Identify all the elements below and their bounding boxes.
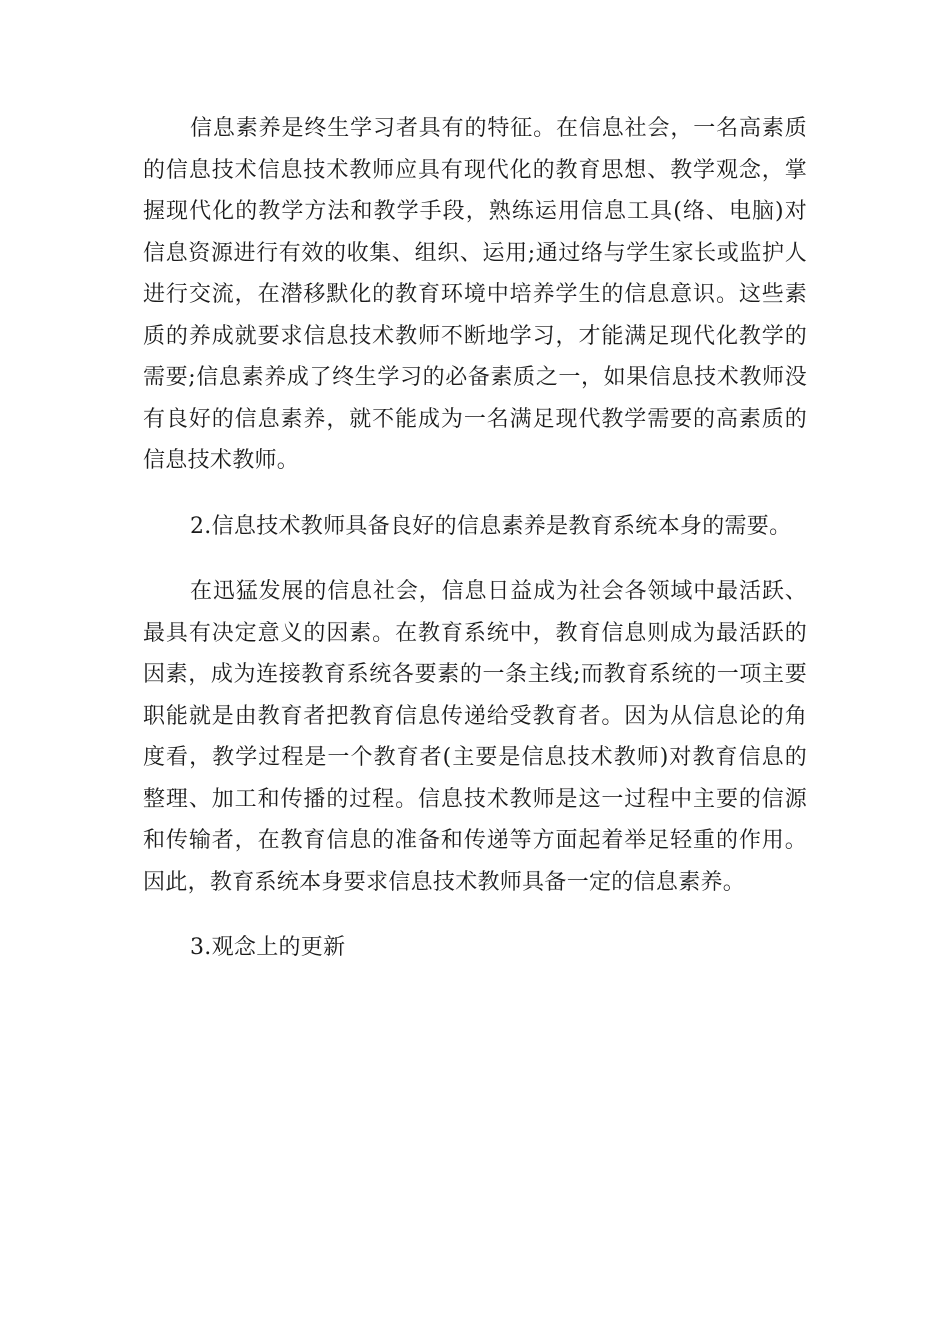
paragraph-information-literacy: 信息素养是终生学习者具有的特征。在信息社会，一名高素质的信息技术信息技术教师应具有现代化的教育思想、教学观念，掌握现代化的教学方法和教学手段，熟练运用信息工具(络、电脑)对信息资源进行有效的收集、组织、运用;通过络与学生家长或监护人进行交流，在潜移默化的教育环境中培养学生的信息意识。这些素质的养成就要求信息技术教师不断地学习，才能满足现代化教学的需要;信息素养成了终生学习的必备素质之一，如果信息技术教师没有良好的信息素养，就不能成为一名满足现代教学需要的高素质的信息技术教师。 (143, 116, 807, 473)
paragraph-education-system: 在迅猛发展的信息社会，信息日益成为社会各领域中最活跃、最具有决定意义的因素。在教育系统中，教育信息则成为最活跃的因素，成为连接教育系统各要素的一条主线;而教育系统的一项主要职能就是由教育者把教育信息传递给受教育者。因为从信息论的角度看，教学过程是一个教育者(主要是信息技术教师)对教育信息的整理、加工和传播的过程。信息技术教师是这一过程中主要的信源和传输者，在教育信息的准备和传递等方面起着举足轻重的作用。因此，教育系统本身要求信息技术教师具备一定的信息素养。 (143, 579, 807, 895)
section-heading-2: 2.信息技术教师具备良好的信息素养是教育系统本身的需要。 (190, 513, 792, 539)
section-heading-3: 3.观念上的更新 (190, 935, 346, 960)
